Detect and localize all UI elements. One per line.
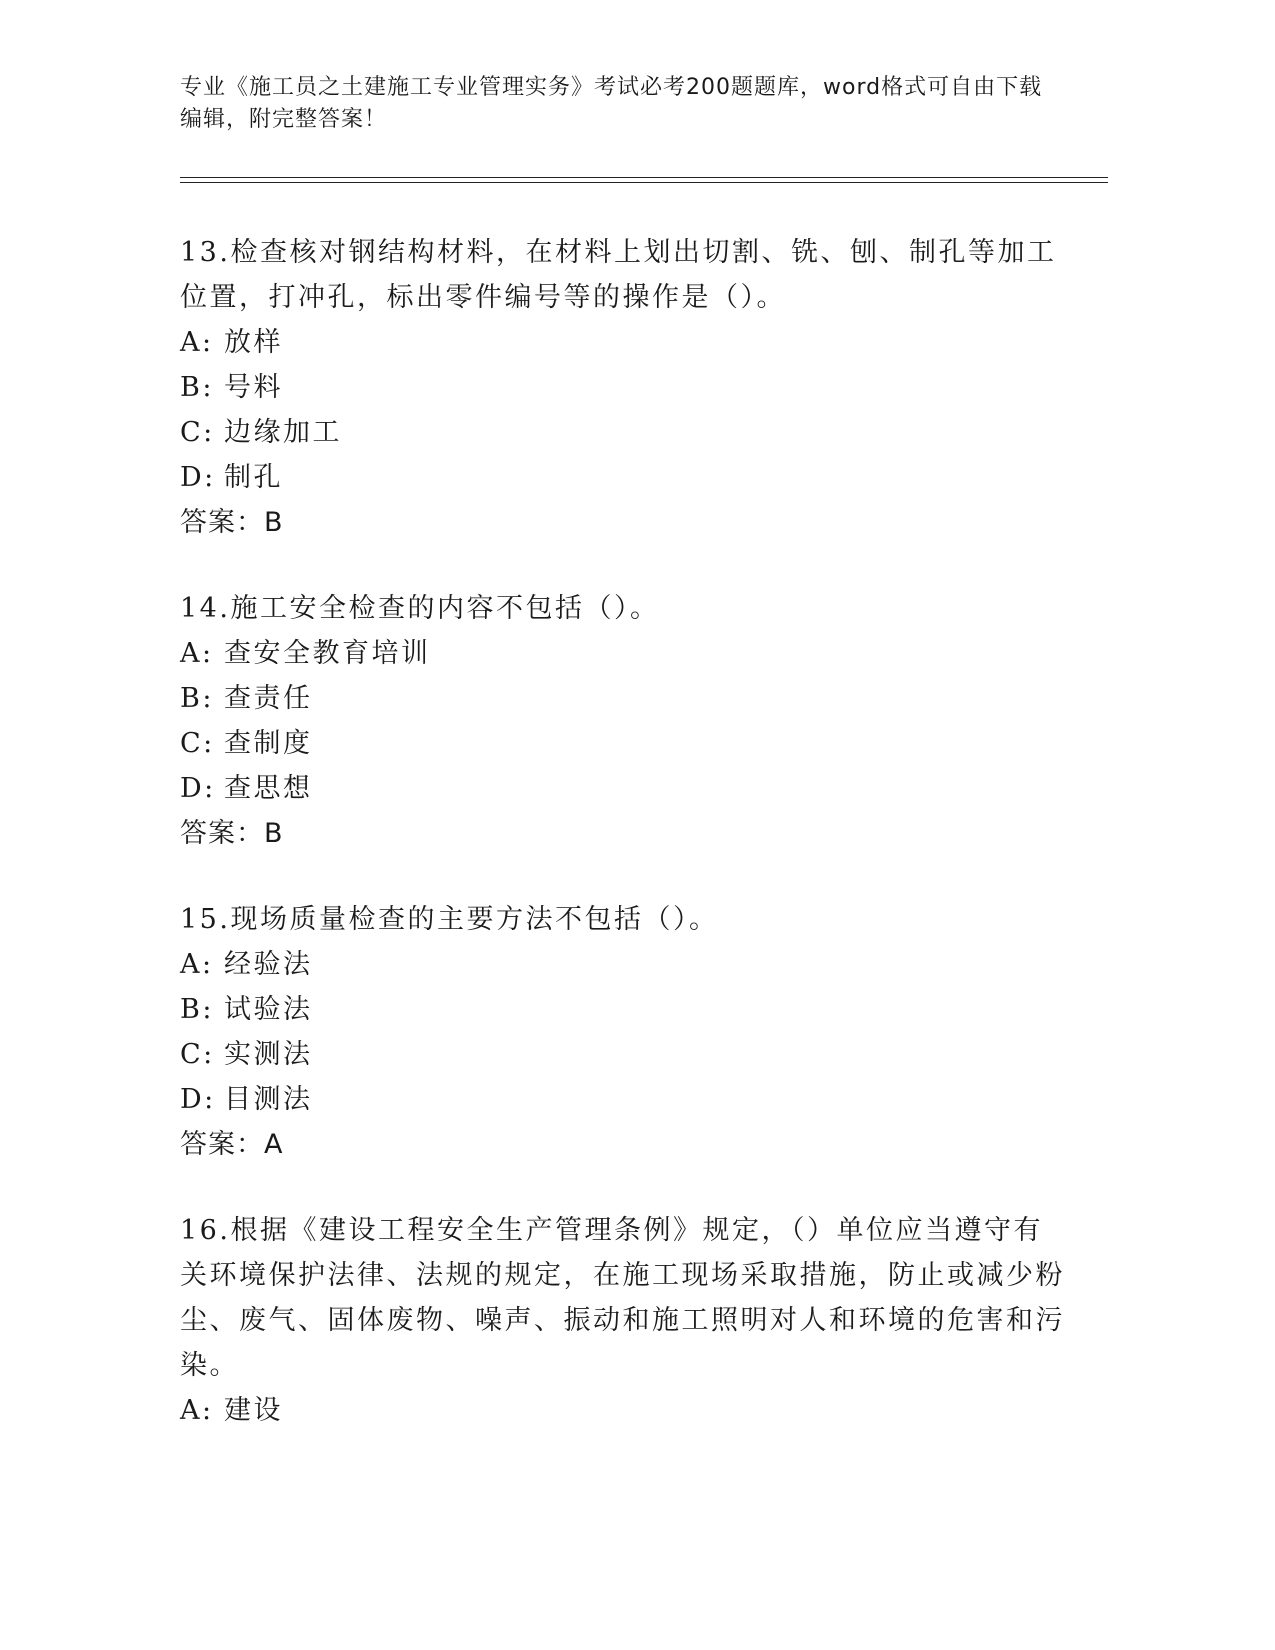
header-divider-top <box>180 177 1108 178</box>
option-letter: B: <box>180 372 214 403</box>
option-text: 查责任 <box>224 683 313 714</box>
option-letter: C: <box>180 728 215 759</box>
option-letter: C: <box>180 1039 215 1070</box>
option-text: 放样 <box>224 327 283 358</box>
option-text: 制孔 <box>224 462 283 493</box>
option-a <box>180 631 1070 676</box>
question-list <box>180 230 1070 1474</box>
option-b <box>180 987 1070 1032</box>
answer-line: 答案：A <box>180 1129 284 1160</box>
option-d <box>180 766 1070 811</box>
option-letter: A: <box>180 638 214 669</box>
question-stem: 16.根据《建设工程安全生产管理条例》规定，（）单位应当遵守有关环境保护法律、法规的规定，在施工现场采取措施，防止或减少粉尘、废气、固体废物、噪声、振动和施工照明对人和环境的危害和污染。 <box>180 1215 1065 1381</box>
option-a <box>180 1388 1070 1433</box>
answer-line: 答案：B <box>180 818 284 849</box>
option-letter: B: <box>180 683 214 714</box>
option-letter: D: <box>180 462 216 493</box>
answer-line: 答案：B <box>180 507 284 538</box>
option-letter: D: <box>180 773 216 804</box>
option-d <box>180 1077 1070 1122</box>
question-16 <box>180 1208 1070 1433</box>
option-text: 号料 <box>224 372 283 403</box>
option-text: 试验法 <box>224 994 313 1025</box>
option-d <box>180 455 1070 500</box>
option-a <box>180 942 1070 987</box>
header-divider-bottom <box>180 182 1108 183</box>
option-text: 实测法 <box>224 1039 313 1070</box>
option-text: 查思想 <box>224 773 313 804</box>
document-header: 专业《施工员之土建施工专业管理实务》考试必考200题题库，word格式可自由下载编辑，附完整答案！ <box>180 75 1043 132</box>
question-14 <box>180 586 1070 856</box>
option-c <box>180 721 1070 766</box>
option-letter: A: <box>180 949 214 980</box>
question-stem: 13.检查核对钢结构材料，在材料上划出切割、铣、刨、制孔等加工位置，打冲孔，标出零件编号等的操作是（）。 <box>180 237 1057 313</box>
option-text: 查制度 <box>224 728 313 759</box>
question-stem: 15.现场质量检查的主要方法不包括（）。 <box>180 904 719 935</box>
option-letter: C: <box>180 417 215 448</box>
option-text: 边缘加工 <box>224 417 342 448</box>
question-15 <box>180 897 1070 1167</box>
option-text: 建设 <box>224 1395 283 1426</box>
option-text: 目测法 <box>224 1084 313 1115</box>
option-c <box>180 1032 1070 1077</box>
option-b <box>180 365 1070 410</box>
option-b <box>180 676 1070 721</box>
option-letter: D: <box>180 1084 216 1115</box>
question-stem: 14.施工安全检查的内容不包括（）。 <box>180 593 660 624</box>
option-text: 经验法 <box>224 949 313 980</box>
option-a <box>180 320 1070 365</box>
option-text: 查安全教育培训 <box>224 638 431 669</box>
option-letter: A: <box>180 327 214 358</box>
option-letter: B: <box>180 994 214 1025</box>
option-letter: A: <box>180 1395 214 1426</box>
question-13 <box>180 230 1070 545</box>
option-c <box>180 410 1070 455</box>
